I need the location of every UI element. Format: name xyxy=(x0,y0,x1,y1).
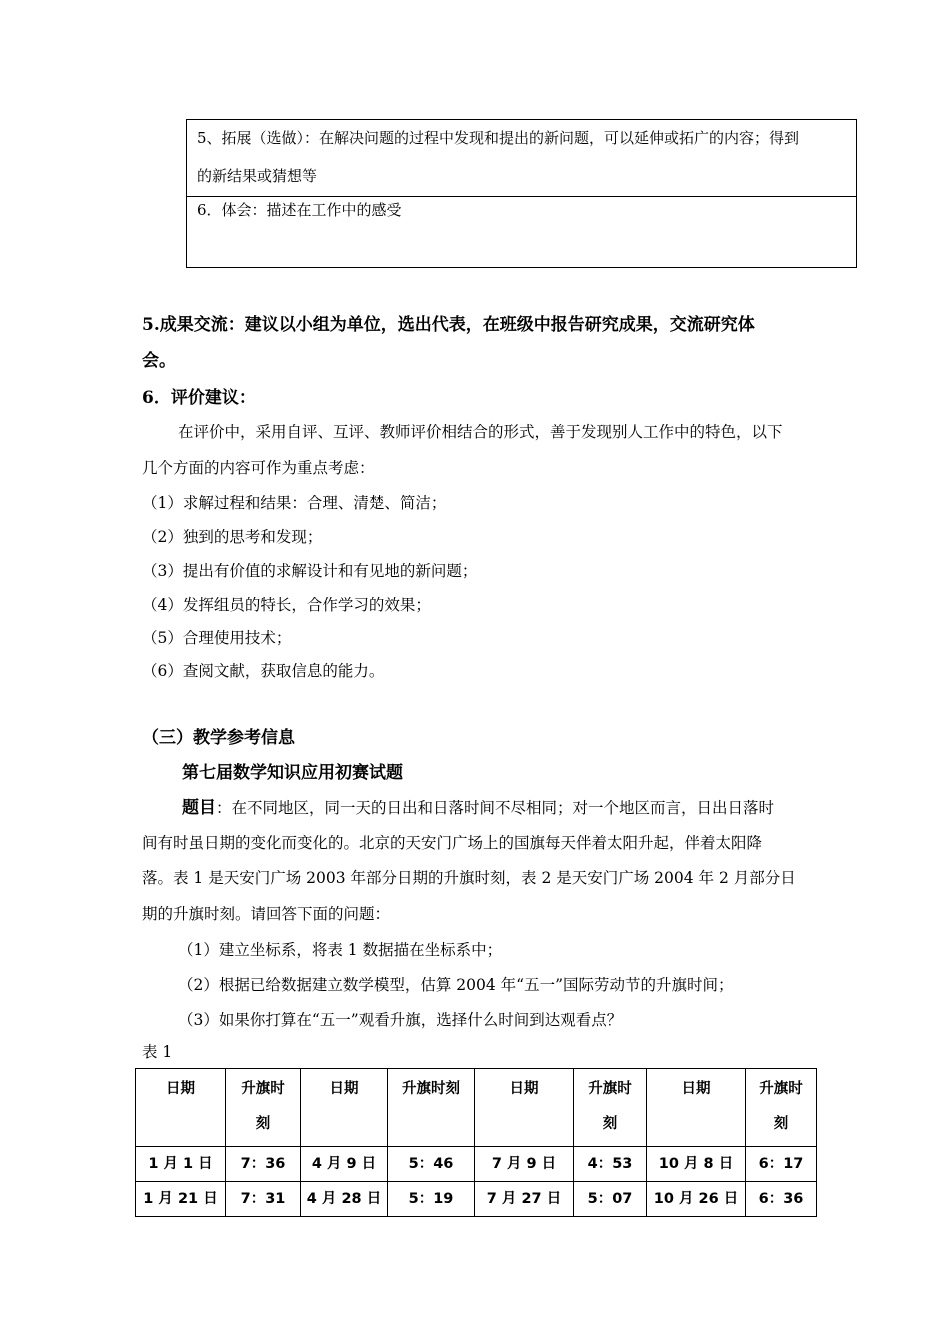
reflection-text: 6．体会：描述在工作中的感受 xyxy=(197,201,402,219)
table-cell: 7 月 27 日 xyxy=(475,1182,574,1217)
table-cell: 4 月 9 日 xyxy=(301,1147,388,1182)
table-cell: 4：53 xyxy=(574,1147,647,1182)
section6-title: 6．评价建议： xyxy=(142,388,256,408)
table-cell: 1 月 21 日 xyxy=(136,1182,226,1217)
table-row xyxy=(136,1147,817,1182)
sunrise-flag-table xyxy=(135,1068,817,1217)
criteria-item: （4）发挥组员的特长，合作学习的效果； xyxy=(142,596,431,614)
criteria-item: （3）提出有价值的求解设计和有见地的新问题； xyxy=(142,562,478,580)
table-cell: 6：17 xyxy=(746,1147,817,1182)
problem-line4: 期的升旗时刻。请回答下面的问题： xyxy=(142,905,391,923)
header-date: 日期 xyxy=(475,1069,574,1147)
header-time: 升旗时 刻 xyxy=(574,1069,647,1147)
table-row xyxy=(136,1182,817,1217)
criteria-item: （5）合理使用技术； xyxy=(142,629,292,647)
section5-line1: 5.成果交流：建议以小组为单位，选出代表，在班级中报告研究成果，交流研究体 xyxy=(142,315,755,335)
table-cell: 4 月 28 日 xyxy=(301,1182,388,1217)
table-cell: 5：19 xyxy=(388,1182,475,1217)
question-2: （2）根据已给数据建立数学模型，估算 2004 年“五一”国际劳动节的升旗时间； xyxy=(178,976,734,994)
header-time: 升旗时 刻 xyxy=(226,1069,301,1147)
section6-para2: 几个方面的内容可作为重点考虑： xyxy=(142,459,375,477)
header-time: 升旗时 刻 xyxy=(746,1069,817,1147)
header-date: 日期 xyxy=(136,1069,226,1147)
table-cell: 10 月 26 日 xyxy=(647,1182,746,1217)
table-cell: 10 月 8 日 xyxy=(647,1147,746,1182)
extension-box xyxy=(186,119,857,197)
table-label: 表 1 xyxy=(142,1043,173,1061)
question-3: （3）如果你打算在“五一”观看升旗，选择什么时间到达观看点？ xyxy=(178,1011,623,1029)
criteria-item: （1）求解过程和结果：合理、清楚、简洁； xyxy=(142,494,447,512)
problem-line3: 落。表 1 是天安门广场 2003 年部分日期的升旗时刻，表 2 是天安门广场 2004 年 2 月部分日 xyxy=(142,869,796,887)
table-cell: 7：31 xyxy=(226,1182,301,1217)
question-1: （1）建立坐标系，将表 1 数据描在坐标系中； xyxy=(178,941,503,959)
table-cell: 5：07 xyxy=(574,1182,647,1217)
table-cell: 1 月 1 日 xyxy=(136,1147,226,1182)
extension-text-line2: 的新结果或猜想等 xyxy=(197,167,318,185)
reflection-box xyxy=(186,196,857,268)
header-time: 升旗时刻 xyxy=(388,1069,475,1147)
section6-para1: 在评价中，采用自评、互评、教师评价相结合的形式，善于发现别人工作中的特色，以下 xyxy=(178,423,783,441)
problem-text: ：在不同地区，同一天的日出和日落时间不尽相同；对一个地区而言，日出日落时 xyxy=(216,799,775,817)
section5-line2: 会。 xyxy=(142,351,176,371)
problem-line2: 间有时虽日期的变化而变化的。北京的天安门广场上的国旗每天伴着太阳升起，伴着太阳降 xyxy=(142,834,763,852)
table-cell: 6：36 xyxy=(746,1182,817,1217)
criteria-item: （6）查阅文献，获取信息的能力。 xyxy=(142,662,385,680)
problem-line1 xyxy=(182,797,774,819)
section3-title: （三）教学参考信息 xyxy=(142,728,295,748)
table-cell: 7 月 9 日 xyxy=(475,1147,574,1182)
contest-subtitle: 第七届数学知识应用初赛试题 xyxy=(182,763,403,783)
header-date: 日期 xyxy=(647,1069,746,1147)
extension-text-line1: 5、拓展（选做）：在解决问题的过程中发现和提出的新问题，可以延伸或拓广的内容；得到 xyxy=(197,129,800,147)
problem-label: 题目 xyxy=(182,798,216,818)
criteria-item: （2）独到的思考和发现； xyxy=(142,528,323,546)
header-date: 日期 xyxy=(301,1069,388,1147)
table-cell: 7：36 xyxy=(226,1147,301,1182)
table-cell: 5：46 xyxy=(388,1147,475,1182)
table-header-row xyxy=(136,1069,817,1147)
